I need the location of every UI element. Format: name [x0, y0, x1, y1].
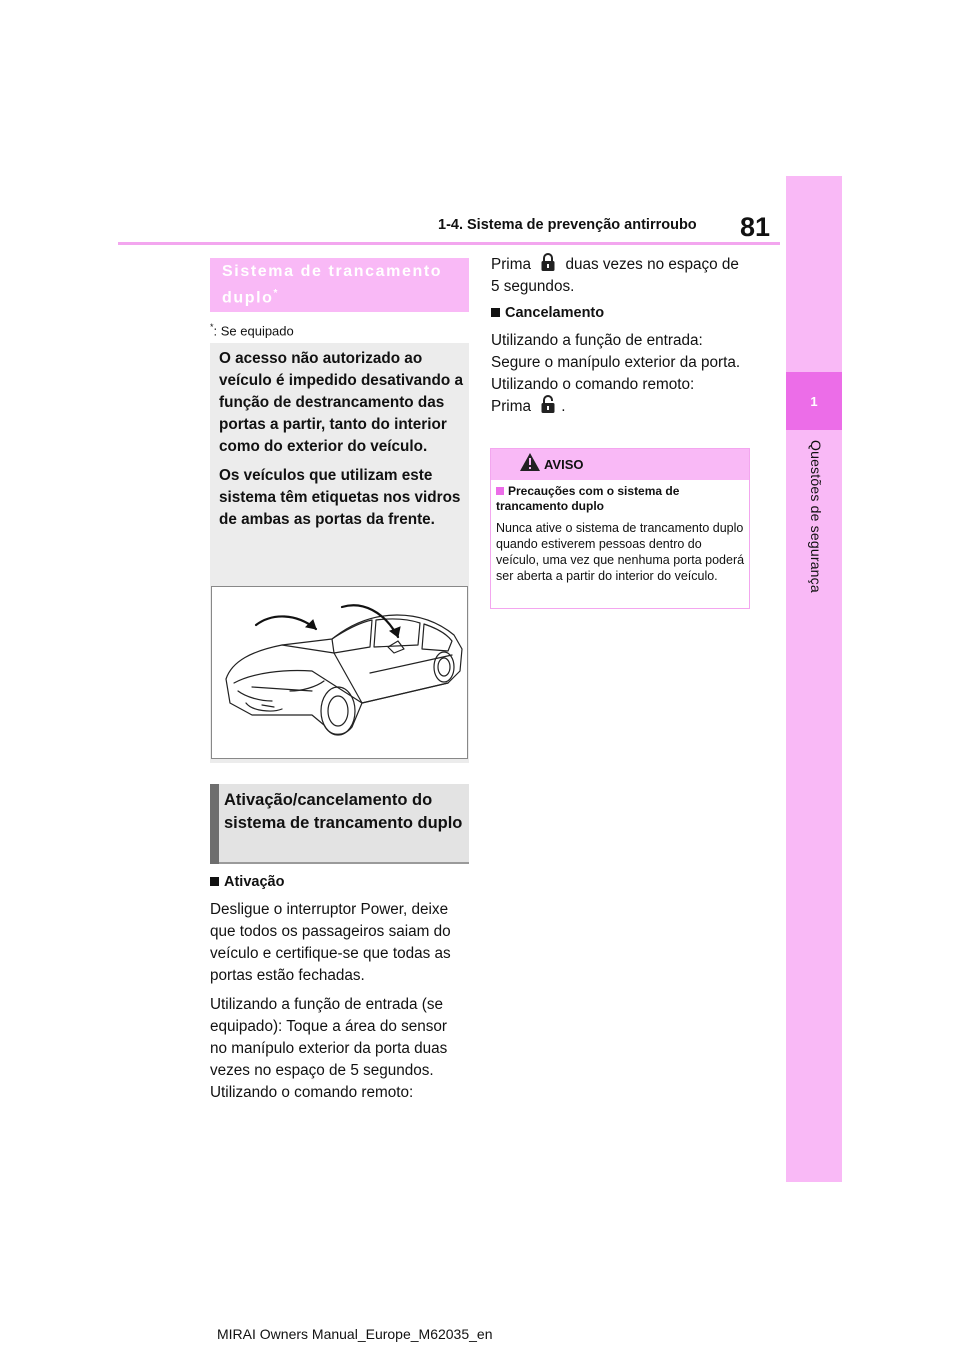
- header-rule: [118, 242, 780, 245]
- prima-lock-instruction: Prima duas vezes no espaço de 5 segundos.: [491, 254, 747, 298]
- page-number: 81: [740, 212, 771, 242]
- subsection-heading: Ativação/cancelamento do sistema de trancamento duplo: [224, 791, 463, 832]
- cancelamento-body: Utilizando a função de entrada: Segure o manípulo exterior da porta. Utilizando o comando remoto: Prima .: [491, 332, 741, 415]
- warning-body: Nunca ative o sistema de trancamento duplo quando estiverem pessoas dentro do veículo, uma vez que nenhuma porta poderá ser aberta a partir do interior do veículo.: [496, 521, 745, 583]
- chapter-side-strip: [786, 176, 842, 1182]
- info-panel-text: [219, 348, 465, 531]
- cancelamento-heading: Cancelamento: [491, 305, 604, 321]
- ativacao-heading: Ativação: [210, 874, 284, 890]
- bullet-square-icon: [210, 877, 219, 886]
- subsection-heading-bar: [210, 784, 219, 864]
- unlock-icon: [538, 394, 558, 414]
- section-title: 1-4. Sistema de prevenção antirroubo: [438, 217, 697, 233]
- chapter-label: Questões de segurança: [808, 440, 824, 593]
- body-paragraph: Desligue o interruptor Power, deixe que todos os passageiros saiam do veículo e certifique-se que todas as portas estão fechadas.: [210, 901, 451, 984]
- panel-paragraph: O acesso não autorizado ao veículo é impedido desativando a função de destrancamento das portas a partir, tanto do interior como do exterior do veículo.: [219, 350, 463, 455]
- bullet-square-icon: [496, 487, 504, 495]
- bullet-square-icon: [491, 308, 500, 317]
- ativacao-body: [210, 899, 468, 1104]
- warning-subtitle: Precauções com o sistema de trancamento duplo: [496, 484, 680, 513]
- car-illustration: [211, 586, 468, 759]
- car-drawing: [212, 587, 467, 758]
- warning-title: AVISO: [544, 457, 584, 472]
- warning-triangle-icon: [519, 452, 541, 472]
- footnote-mark: *: [273, 288, 278, 299]
- lock-icon: [538, 252, 558, 272]
- footer-text: MIRAI Owners Manual_Europe_M62035_en: [217, 1326, 493, 1342]
- body-paragraph: Utilizando a função de entrada (se equipado): Toque a área do sensor no manípulo exterior da porta duas vezes no espaço de 5 segundos. Utilizando o comando remoto:: [210, 996, 448, 1101]
- section-box-title: Sistema de trancamento duplo*: [222, 263, 443, 307]
- panel-paragraph: Os veículos que utilizam este sistema têm etiquetas nos vidros de ambas as portas da frente.: [219, 467, 461, 528]
- footnote: *: Se equipado: [210, 322, 294, 339]
- chapter-number-tab[interactable]: 1: [786, 372, 842, 430]
